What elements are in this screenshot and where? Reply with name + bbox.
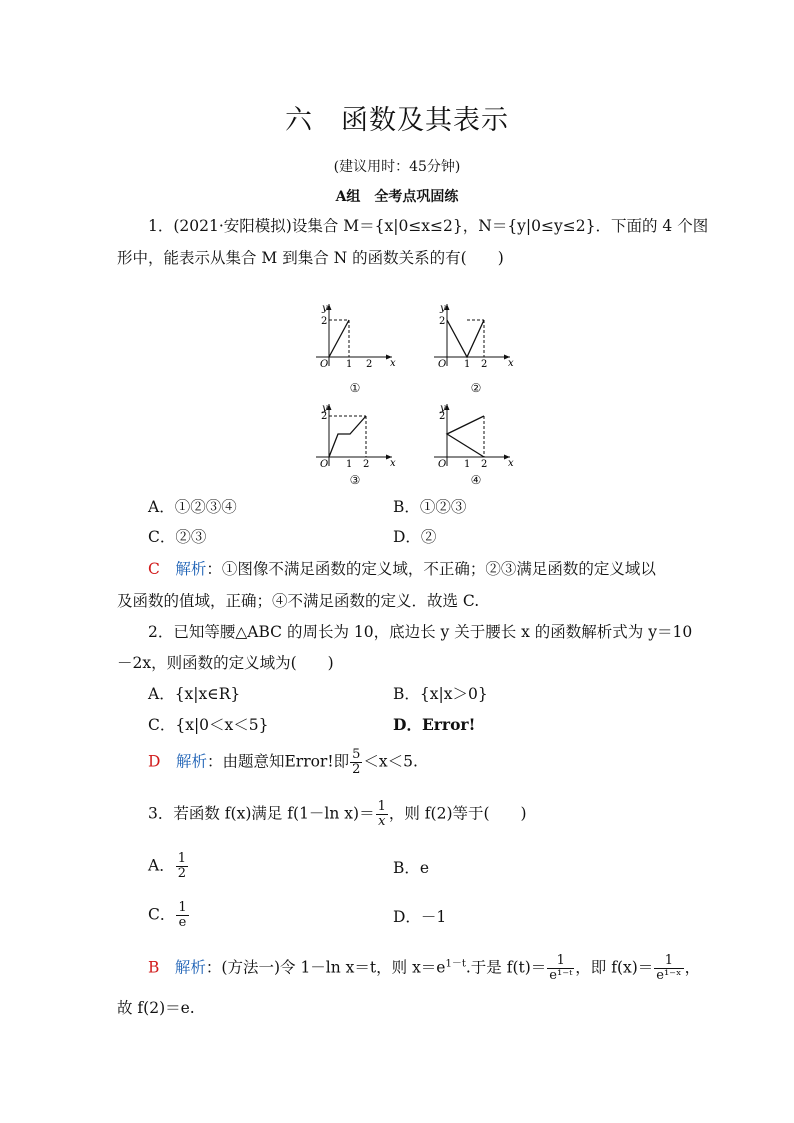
q3-option-c (148, 901, 190, 930)
tick-label: 1 (346, 359, 353, 370)
fraction-numerator: 1 (377, 799, 386, 814)
q1-analysis-line2: 及函数的值域，正确；④不满足函数的定义．故选 C. (117, 592, 480, 610)
fraction-numerator: 1 (547, 954, 574, 969)
q1-option-a: A．①②③④ (148, 498, 237, 516)
fraction-denominator: e (178, 915, 187, 930)
graph-4-label: ④ (470, 473, 482, 487)
exponent: 1－t (445, 958, 466, 970)
tick-label: 2 (366, 359, 373, 370)
tick-label: 1 (464, 359, 471, 370)
page-title: 六 函数及其表示 (285, 105, 509, 136)
q3-stem-post: ，则 f(2)等于( ) (388, 804, 527, 823)
tick-label: 1 (346, 459, 353, 470)
q2-analysis-pre: ：由题意知Error!即 (206, 752, 350, 771)
q2-stem-line2: －2x，则函数的定义域为( ) (117, 654, 334, 672)
q1-answer: C (148, 560, 160, 578)
graph-2 (430, 300, 515, 372)
y-axis-label: y (322, 303, 328, 314)
tick-label: 1 (464, 459, 471, 470)
graph-3-label: ③ (349, 473, 361, 487)
q1-analysis-line1 (148, 559, 656, 579)
y-axis-label: y (440, 303, 446, 314)
q1-stem-line2: 形中，能表示从集合 M 到集合 N 的函数关系的有( ) (117, 249, 504, 267)
fraction-denominator: 2 (177, 866, 186, 881)
q3-analysis-text: ，即 f(x)＝ (575, 958, 654, 977)
tick-label: 2 (439, 411, 446, 422)
q1-stem-line1: 1．(2021·安阳模拟)设集合 M＝{x|0≤x≤2}，N＝{y|0≤y≤2}．下面的 4 个图 (148, 217, 709, 235)
q2-option-c: C．{x|0＜x＜5} (148, 716, 269, 734)
q3-option-d: D．－1 (393, 908, 447, 926)
fraction-denominator: e¹⁻ᵗ (549, 968, 573, 983)
fraction-denominator: x (378, 814, 386, 829)
x-axis-label: x (508, 358, 514, 369)
origin-label: O (320, 459, 329, 470)
y-axis-label: y (440, 403, 446, 414)
q2-stem-line1: 2．已知等腰△ABC 的周长为 10，底边长 y 关于腰长 x 的函数解析式为 y＝10 (148, 623, 693, 641)
q2-option-d: D．Error! (393, 715, 476, 734)
q3-analysis-fraction-1 (547, 954, 574, 983)
q1-option-b: B．①②③ (393, 498, 467, 516)
group-heading: A组 全考点巩固练 (335, 189, 459, 205)
fraction-numerator: 1 (178, 900, 187, 915)
q3-option-c-fraction (176, 901, 188, 930)
q3-answer: B (148, 958, 160, 977)
graph-4 (430, 400, 515, 472)
option-label: C． (148, 905, 176, 924)
q3-stem-pre: 3．若函数 f(x)满足 f(1－ln x)＝ (148, 804, 375, 823)
graph-2-label: ② (470, 381, 482, 395)
q2-fraction (350, 748, 362, 777)
fraction-denominator: 2 (352, 762, 361, 777)
fraction-numerator: 1 (177, 851, 186, 866)
fraction-numerator: 1 (654, 954, 683, 969)
analysis-label: 解析 (175, 560, 207, 578)
analysis-label: 解析 (174, 958, 206, 977)
q3-option-a (148, 852, 189, 881)
q3-stem (148, 800, 527, 829)
q3-stem-fraction (376, 800, 388, 829)
q3-analysis-text: .于是 f(t)＝ (465, 958, 547, 977)
x-axis-label: x (508, 458, 514, 469)
graph-1 (312, 300, 397, 372)
option-label: A． (148, 856, 175, 875)
q2-option-a: A．{x|x∈R} (148, 685, 241, 703)
tick-label: 2 (321, 411, 328, 422)
tick-label: 2 (363, 459, 370, 470)
q1-analysis-text: ：①图像不满足函数的定义域，不正确；②③满足函数的定义域以 (206, 560, 656, 578)
origin-label: O (438, 459, 447, 470)
origin-label: O (320, 359, 329, 370)
q2-answer: D (148, 752, 161, 771)
fraction-numerator: 5 (352, 747, 361, 762)
q3-analysis-fraction-2 (654, 954, 683, 983)
tick-label: 2 (321, 316, 328, 327)
analysis-label: 解析 (175, 752, 207, 771)
time-note: (建议用时：45分钟) (333, 159, 461, 175)
q1-option-d: D．② (393, 528, 437, 546)
tick-label: 2 (439, 316, 446, 327)
q2-analysis-post: ＜x＜5. (363, 752, 418, 771)
y-axis-label: y (322, 403, 328, 414)
graph-1-label: ① (349, 381, 361, 395)
fraction-denominator: e¹⁻ˣ (656, 968, 682, 983)
q3-option-b: B．e (393, 859, 430, 877)
graph-3 (312, 400, 397, 472)
tick-label: 2 (481, 459, 488, 470)
origin-label: O (438, 359, 447, 370)
q2-analysis (148, 748, 418, 777)
q3-analysis-text: ， (684, 958, 701, 977)
x-axis-label: x (390, 358, 396, 369)
q3-analysis-line1 (148, 954, 700, 983)
x-axis-label: x (390, 458, 396, 469)
q3-option-a-fraction (176, 852, 188, 881)
q3-analysis-line2: 故 f(2)＝e. (117, 999, 195, 1017)
q1-option-c: C．②③ (148, 528, 207, 546)
q3-analysis-text: ：(方法一)令 1－ln x＝t，则 x＝e (205, 958, 446, 977)
q2-option-b: B．{x|x＞0} (393, 685, 488, 703)
tick-label: 2 (481, 359, 488, 370)
